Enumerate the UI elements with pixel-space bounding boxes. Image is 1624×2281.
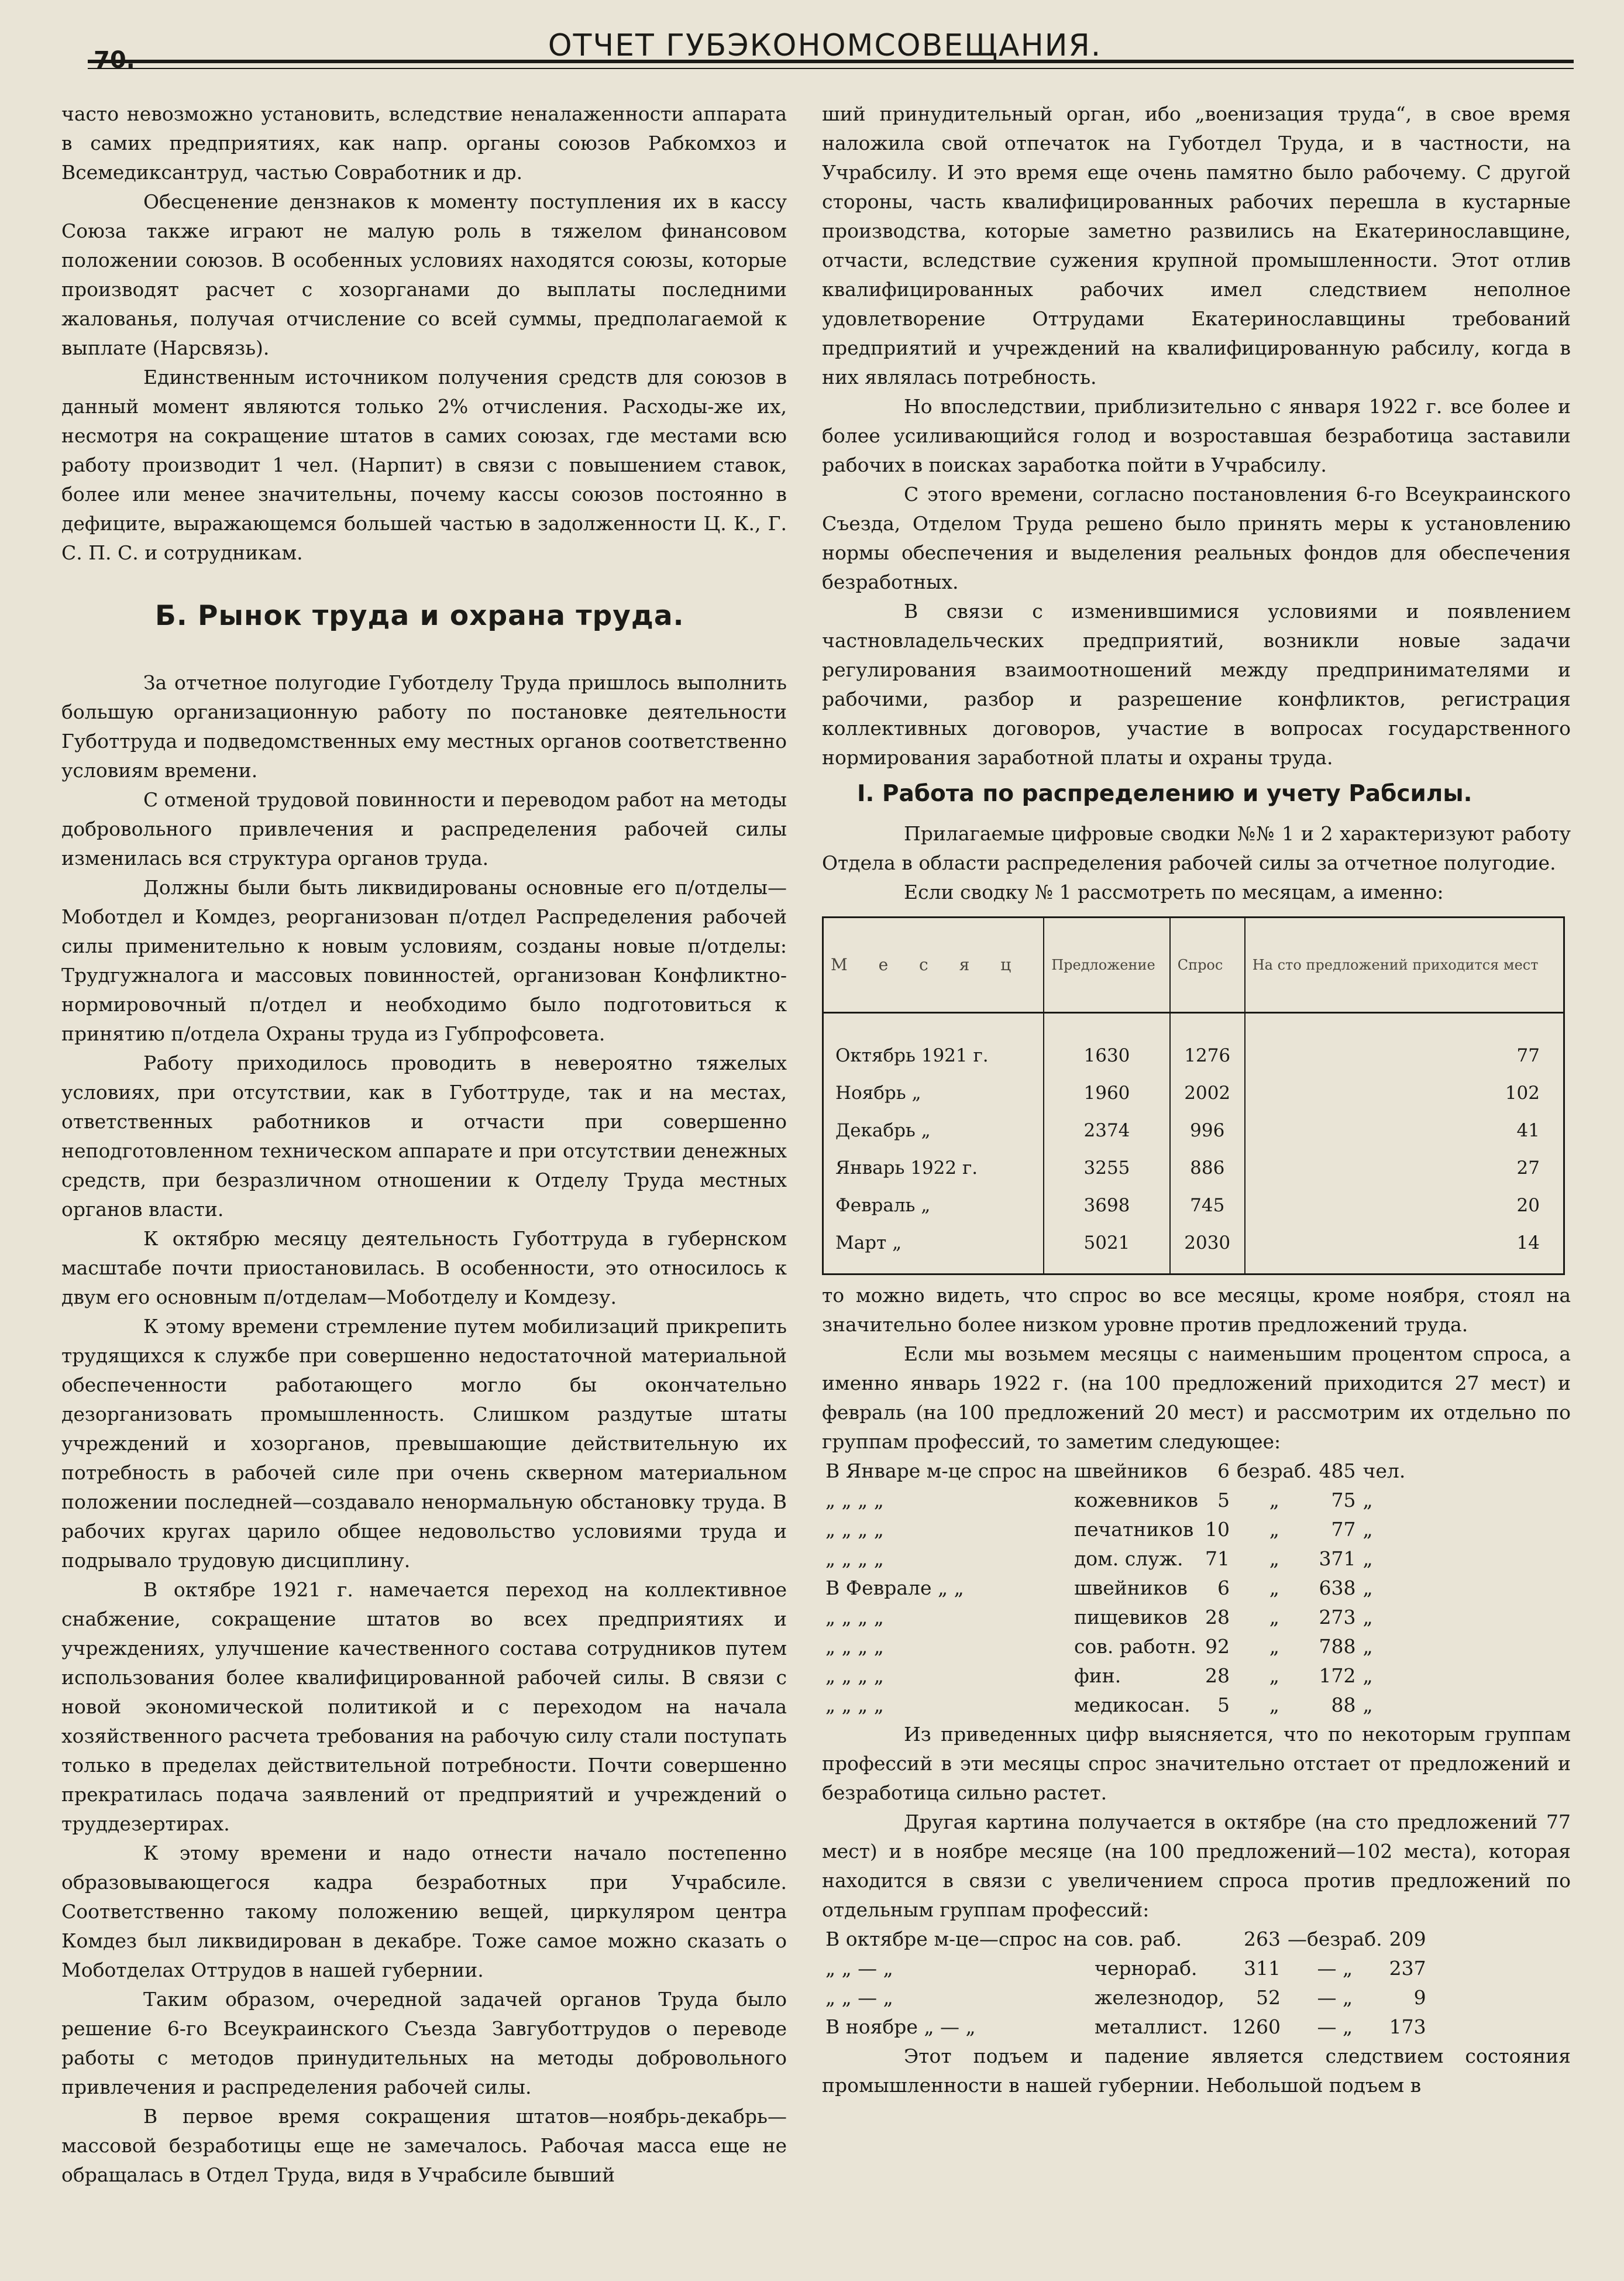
paragraph: В связи с изменившимися условиями и появлением частновладельческих предприятий, возникли новые задачи регулирования взаимоотношений между предпринимателями и рабочими, разбор и разрешение конфликтов, регистрация коллективных договоров, участие в вопросах государственного нормирования заработной платы и охраны труда. (822, 600, 1571, 769)
list-cell-lead: В ноябре „ — „ (825, 2015, 976, 2038)
list-cell-unemp: 173 (1389, 2015, 1426, 2038)
cell-ratio: 14 (1245, 1224, 1564, 1275)
list-cell-prof: печатников (1074, 1518, 1194, 1541)
list-cell-demand: 92 (1205, 1635, 1230, 1658)
list-cell-demand: 28 (1205, 1606, 1230, 1629)
list-cell-unit: „ (1362, 1606, 1373, 1629)
list-row (822, 1983, 1430, 2012)
table-row (823, 1013, 1564, 1075)
cell-demand: 2002 (1170, 1074, 1245, 1112)
list-row (822, 1486, 1409, 1515)
cell-demand: 745 (1170, 1187, 1245, 1224)
list-row (822, 1925, 1430, 1954)
header-rule (88, 60, 1574, 69)
list-cell-prof: пищевиков (1074, 1606, 1188, 1629)
list-cell-prof: швейников (1074, 1576, 1188, 1599)
list-cell-mid: — „ (1317, 1986, 1353, 2009)
list-cell-lead: „ „ „ „ (825, 1693, 884, 1716)
cell-offer: 1960 (1044, 1074, 1169, 1112)
list-cell-lead: „ „ „ „ (825, 1489, 884, 1511)
cell-month: Ноябрь „ (823, 1074, 1044, 1112)
list-cell-mid: „ (1269, 1489, 1279, 1511)
list-cell-prof: дом. служ. (1074, 1547, 1183, 1570)
list-cell-demand: 263 (1244, 1928, 1281, 1950)
paragraph: С этого времени, согласно постановления 6-го Всеукраинского Съезда, Отделом Труда решено было принять меры к установлению нормы обеспечения и выделения реальных фондов для обеспечения безработных. (822, 483, 1571, 593)
cell-demand: 886 (1170, 1149, 1245, 1187)
column-header-month: М е с я ц (823, 918, 1044, 1013)
list-cell-unit: „ (1362, 1664, 1373, 1687)
cell-month: Март „ (823, 1224, 1044, 1275)
list-cell-lead: „ „ „ „ (825, 1635, 884, 1658)
cell-ratio: 41 (1245, 1112, 1564, 1149)
profession-list-oct-nov (822, 1925, 1430, 2042)
list-cell-unit: „ (1362, 1576, 1373, 1599)
list-row (822, 1574, 1409, 1603)
list-cell-prof: сов. раб. (1095, 1928, 1182, 1950)
cell-offer: 3255 (1044, 1149, 1169, 1187)
cell-month: Декабрь „ (823, 1112, 1044, 1149)
paragraph: К этому времени и надо отнести начало постепенно образовывающегося кадра безработных при Учрабсиле. Соответственно такому положению вещей, циркуляром центра Комдез был ликвидирован в декабре. Тоже самое можно сказать о Моботделах Оттрудов в нашей губернии. (61, 1842, 787, 1981)
list-cell-mid: — „ (1317, 2015, 1353, 2038)
list-row (822, 1954, 1430, 1983)
cell-month: Февраль „ (823, 1187, 1044, 1224)
list-cell-unemp: 209 (1389, 1928, 1426, 1950)
list-cell-mid: „ (1269, 1664, 1279, 1687)
list-cell-prof: швейников (1074, 1459, 1188, 1482)
list-cell-mid: „ (1269, 1547, 1279, 1570)
list-row (822, 1603, 1409, 1632)
list-row (822, 1691, 1409, 1720)
paragraph: Работу приходилось проводить в невероятно тяжелых условиях, при отсутствии, как в Губоттруде, так и на местах, ответственных работников и отчасти при совершенно неподготовленном техническом аппарате и при отсутствии денежных средств, при безразличном отношении к Отделу Труда местных органов власти. (61, 1052, 787, 1221)
cell-demand: 2030 (1170, 1224, 1245, 1275)
list-cell-demand: 28 (1205, 1664, 1230, 1687)
list-cell-demand: 71 (1205, 1547, 1230, 1570)
list-cell-lead: „ „ „ „ (825, 1518, 884, 1541)
cell-offer: 3698 (1044, 1187, 1169, 1224)
paragraph: Из приведенных цифр выясняется, что по некоторым группам профессий в эти месяцы спрос значительно отстает от предложений и безработица сильно растет. (822, 1723, 1571, 1804)
paragraph: Прилагаемые цифровые сводки №№ 1 и 2 характеризуют работу Отдела в области распределения рабочей силы за отчетное полугодие. (822, 822, 1571, 874)
list-row (822, 1661, 1409, 1691)
list-cell-lead: „ „ „ „ (825, 1606, 884, 1629)
paragraph: Другая картина получается в октябре (на сто предложений 77 мест) и в ноябре месяце (на 100 предложений—102 места), которая находится в связи с увеличением спроса против предложений по отдельным группам профессий: (822, 1811, 1571, 1921)
section-heading: Б. Рынок труда и охрана труда. (155, 600, 684, 632)
paragraph: Таким образом, очередной задачей органов Труда было решение 6-го Всеукраинского Съезда Завгуботтрудов о переводе работы с методов принудительных на методы добровольного привлечения и распределения рабочей силы. (61, 1988, 787, 2098)
list-cell-prof: железнодор, (1095, 1986, 1225, 2009)
paragraph: Но впоследствии, приблизительно с января 1922 г. все более и более усиливающийся голод и возроставшая безработица заставили рабочих в поисках заработка пойти в Учрабсилу. (822, 395, 1571, 476)
list-cell-unemp: 9 (1413, 1986, 1426, 2009)
paragraph: За отчетное полугодие Губотделу Труда пришлось выполнить большую организационную работу по постановке деятельности Губоттруда и подведомственных ему местных органов соответственно условиям времени. (61, 671, 787, 782)
list-cell-prof: сов. работн. (1074, 1635, 1197, 1658)
list-cell-mid: „ (1269, 1635, 1279, 1658)
cell-ratio: 102 (1245, 1074, 1564, 1112)
list-cell-unit: „ (1362, 1693, 1373, 1716)
list-cell-lead: В Январе м-це спрос на (825, 1459, 1067, 1482)
paragraph: Этот подъем и падение является следствием состояния промышленности в нашей губернии. Небольшой подъем в (822, 2045, 1571, 2097)
table-header-row (823, 918, 1564, 1013)
list-cell-unit: „ (1362, 1635, 1373, 1658)
left-column (61, 99, 787, 2190)
list-cell-unemp: 485 (1319, 1459, 1356, 1482)
paragraph: Единственным источником получения средств для союзов в данный момент являются только 2% отчисления. Расходы-же их, несмотря на сокращение штатов в самих союзах, где местами всю работу производит 1 чел. (Нарпит) в связи с повышением ставок, более или менее значительны, почему кассы союзов постоянно в дефиците, выражающемся большей частью в задолженности Ц. К., Г. С. П. С. и сотрудникам. (61, 366, 787, 564)
table-row (823, 1149, 1564, 1187)
labor-market-table (822, 916, 1565, 1275)
paragraph: Должны были быть ликвидированы основные его п/отделы—Моботдел и Комдез, реорганизован п/отдел Распределения рабочей силы применительно к новым условиям, созданы новые п/отделы: Трудгужналога и массовых повинностей, организован Конфликтно-нормировочный п/отдел и необходимо было подготовиться к принятию п/отдела Охраны труда из Губпрофсовета. (61, 876, 787, 1045)
list-cell-demand: 6 (1217, 1576, 1230, 1599)
column-header-ratio: На сто предложений приходится мест (1245, 918, 1564, 1013)
cell-demand: 996 (1170, 1112, 1245, 1149)
paragraph: ший принудительный орган, ибо „военизация труда“, в свое время наложила свой отпечаток на Губотдел Труда, и в частности, на Учрабсилу. И это время еще очень памятно было рабочему. С другой стороны, часть квалифицированных рабочих перешла в кустарные производства, которые заметно развились на Екатеринославщине, отчасти, вследствие сужения крупной промышленности. Этот отлив квалифицированных рабочих имел следствием неполное удовлетворение Оттрудами Екатеринославщины требований предприятий и учреждений на квалифицированную рабсилу, когда в них являлась потребность. (822, 102, 1571, 389)
list-cell-lead: В Феврале „ „ (825, 1576, 964, 1599)
list-row (822, 1632, 1409, 1661)
table-row (823, 1112, 1564, 1149)
list-cell-unemp: 788 (1319, 1635, 1356, 1658)
list-cell-unemp: 88 (1331, 1693, 1356, 1716)
paragraph: часто невозможно установить, вследствие неналаженности аппарата в самих предприятиях, как напр. органы союзов Рабкомхоз и Всемедиксантруд, частью Совработник и др. (61, 102, 787, 184)
list-cell-lead: „ „ „ „ (825, 1547, 884, 1570)
list-row (822, 1456, 1409, 1486)
running-title: ОТЧЕТ ГУБЭКОНОМСОВЕЩАНИЯ. (548, 28, 1102, 63)
list-cell-mid: „ (1269, 1518, 1279, 1541)
cell-ratio: 20 (1245, 1187, 1564, 1224)
list-cell-lead: „ „ — „ (825, 1986, 893, 2009)
list-cell-demand: 5 (1217, 1489, 1230, 1511)
list-cell-unemp: 77 (1331, 1518, 1356, 1541)
list-cell-lead: „ „ „ „ (825, 1664, 884, 1687)
list-cell-demand: 311 (1244, 1957, 1281, 1980)
list-cell-demand: 5 (1217, 1693, 1230, 1716)
cell-demand: 1276 (1170, 1013, 1245, 1075)
paragraph: В первое время сокращения штатов—ноябрь-декабрь—массовой безработицы еще не замечалось. Рабочая масса еще не обращалась в Отдел Труда, видя в Учрабсиле бывший (61, 2105, 787, 2186)
paragraph: Обесценение дензнаков к моменту поступления их в кассу Союза также играют не малую роль в тяжелом финансовом положении союзов. В особенных условиях находятся союзы, которые производят расчет с хозорганами до выплаты последними жалованья, получая отчисление со всей суммы, предполагаемой к выплате (Нарсвязь). (61, 190, 787, 359)
paragraph: то можно видеть, что спрос во все месяцы, кроме ноября, стоял на значительно более низком уровне против предложений труда. (822, 1284, 1571, 1336)
list-cell-demand: 1260 (1231, 2015, 1281, 2038)
subsection-heading: I. Работа по распределению и учету Рабсилы. (857, 781, 1472, 807)
paragraph: В октябре 1921 г. намечается переход на коллективное снабжение, сокращение штатов во всех предприятиях и учреждениях, улучшение качественного состава сотрудников путем использования более квалифицированной рабочей силы. В связи с новой экономической политикой и с переходом на начала хозяйственного расчета требования на рабочую силу стали поступать только в пределах действительной потребности. Почти совершенно прекратилась подача заявлений от предприятий и учреждений о труддезертирах. (61, 1578, 787, 1835)
list-cell-prof: фин. (1074, 1664, 1121, 1687)
cell-month: Январь 1922 г. (823, 1149, 1044, 1187)
list-cell-unit: „ (1362, 1547, 1373, 1570)
cell-ratio: 77 (1245, 1013, 1564, 1075)
list-cell-unemp: 172 (1319, 1664, 1356, 1687)
list-cell-demand: 6 (1217, 1459, 1230, 1482)
list-cell-prof: металлист. (1095, 2015, 1209, 2038)
right-column (822, 99, 1571, 2100)
list-row (822, 1515, 1409, 1544)
list-cell-prof: чернораб. (1095, 1957, 1198, 1980)
list-row (822, 1544, 1409, 1574)
cell-offer: 2374 (1044, 1112, 1169, 1149)
paragraph: С отменой трудовой повинности и переводом работ на методы добровольного привлечения и распределения рабочей силы изменилась вся структура органов труда. (61, 788, 787, 870)
list-cell-demand: 10 (1205, 1518, 1230, 1541)
paragraph: К этому времени стремление путем мобилизаций прикрепить трудящихся к службе при совершенно недостаточной материальной обеспеченности работающего могло бы окончательно дезорганизовать промышленность. Слишком раздутые штаты учреждений и хозорганов, превышающие действительную их потребность в рабочей силе при очень скверном материальном положении последней—создавало ненормальную обстановку труда. В рабочих кругах царило общее недовольство условиями труда и подрывало трудовую дисциплину. (61, 1315, 787, 1572)
list-cell-prof: кожевников (1074, 1489, 1198, 1511)
list-cell-lead: В октябре м-це—спрос на (825, 1928, 1088, 1950)
list-cell-mid: „ (1269, 1576, 1279, 1599)
list-cell-mid: — „ (1317, 1957, 1353, 1980)
list-cell-unemp: 638 (1319, 1576, 1356, 1599)
cell-offer: 5021 (1044, 1224, 1169, 1275)
table-row (823, 1074, 1564, 1112)
profession-list-jan-feb (822, 1456, 1409, 1720)
list-cell-demand: 52 (1256, 1986, 1281, 2009)
list-cell-mid: безраб. (1236, 1459, 1312, 1482)
list-cell-unit: чел. (1362, 1459, 1406, 1482)
column-header-offer: Предложение (1044, 918, 1169, 1013)
list-cell-lead: „ „ — „ (825, 1957, 893, 1980)
cell-ratio: 27 (1245, 1149, 1564, 1187)
list-cell-unit: „ (1362, 1518, 1373, 1541)
list-cell-mid: —безраб. (1288, 1928, 1382, 1950)
list-cell-unit: „ (1362, 1489, 1373, 1511)
cell-offer: 1630 (1044, 1013, 1169, 1075)
list-cell-mid: „ (1269, 1606, 1279, 1629)
list-cell-mid: „ (1269, 1693, 1279, 1716)
paragraph: Если мы возьмем месяцы с наименьшим процентом спроса, а именно январь 1922 г. (на 100 предложений приходится 27 мест) и февраль (на 100 предложений 20 мест) и рассмотрим их отдельно по группам профессий, то заметим следующее: (822, 1342, 1571, 1453)
list-cell-unemp: 75 (1331, 1489, 1356, 1511)
paragraph: К октябрю месяцу деятельность Губоттруда в губернском масштабе почти приостановилась. В особенности, это относилось к двум его основным п/отделам—Моботделу и Комдезу. (61, 1227, 787, 1308)
page-number: 70. (94, 47, 135, 74)
paragraph: Если сводку № 1 рассмотреть по месяцам, а именно: (904, 881, 1444, 904)
list-cell-prof: медикосан. (1074, 1693, 1191, 1716)
table-row (823, 1224, 1564, 1275)
column-header-demand: Спрос (1170, 918, 1245, 1013)
table-row (823, 1187, 1564, 1224)
cell-month: Октябрь 1921 г. (823, 1013, 1044, 1075)
list-cell-unemp: 371 (1319, 1547, 1356, 1570)
list-cell-unemp: 273 (1319, 1606, 1356, 1629)
list-row (822, 2012, 1430, 2042)
list-cell-unemp: 237 (1389, 1957, 1426, 1980)
